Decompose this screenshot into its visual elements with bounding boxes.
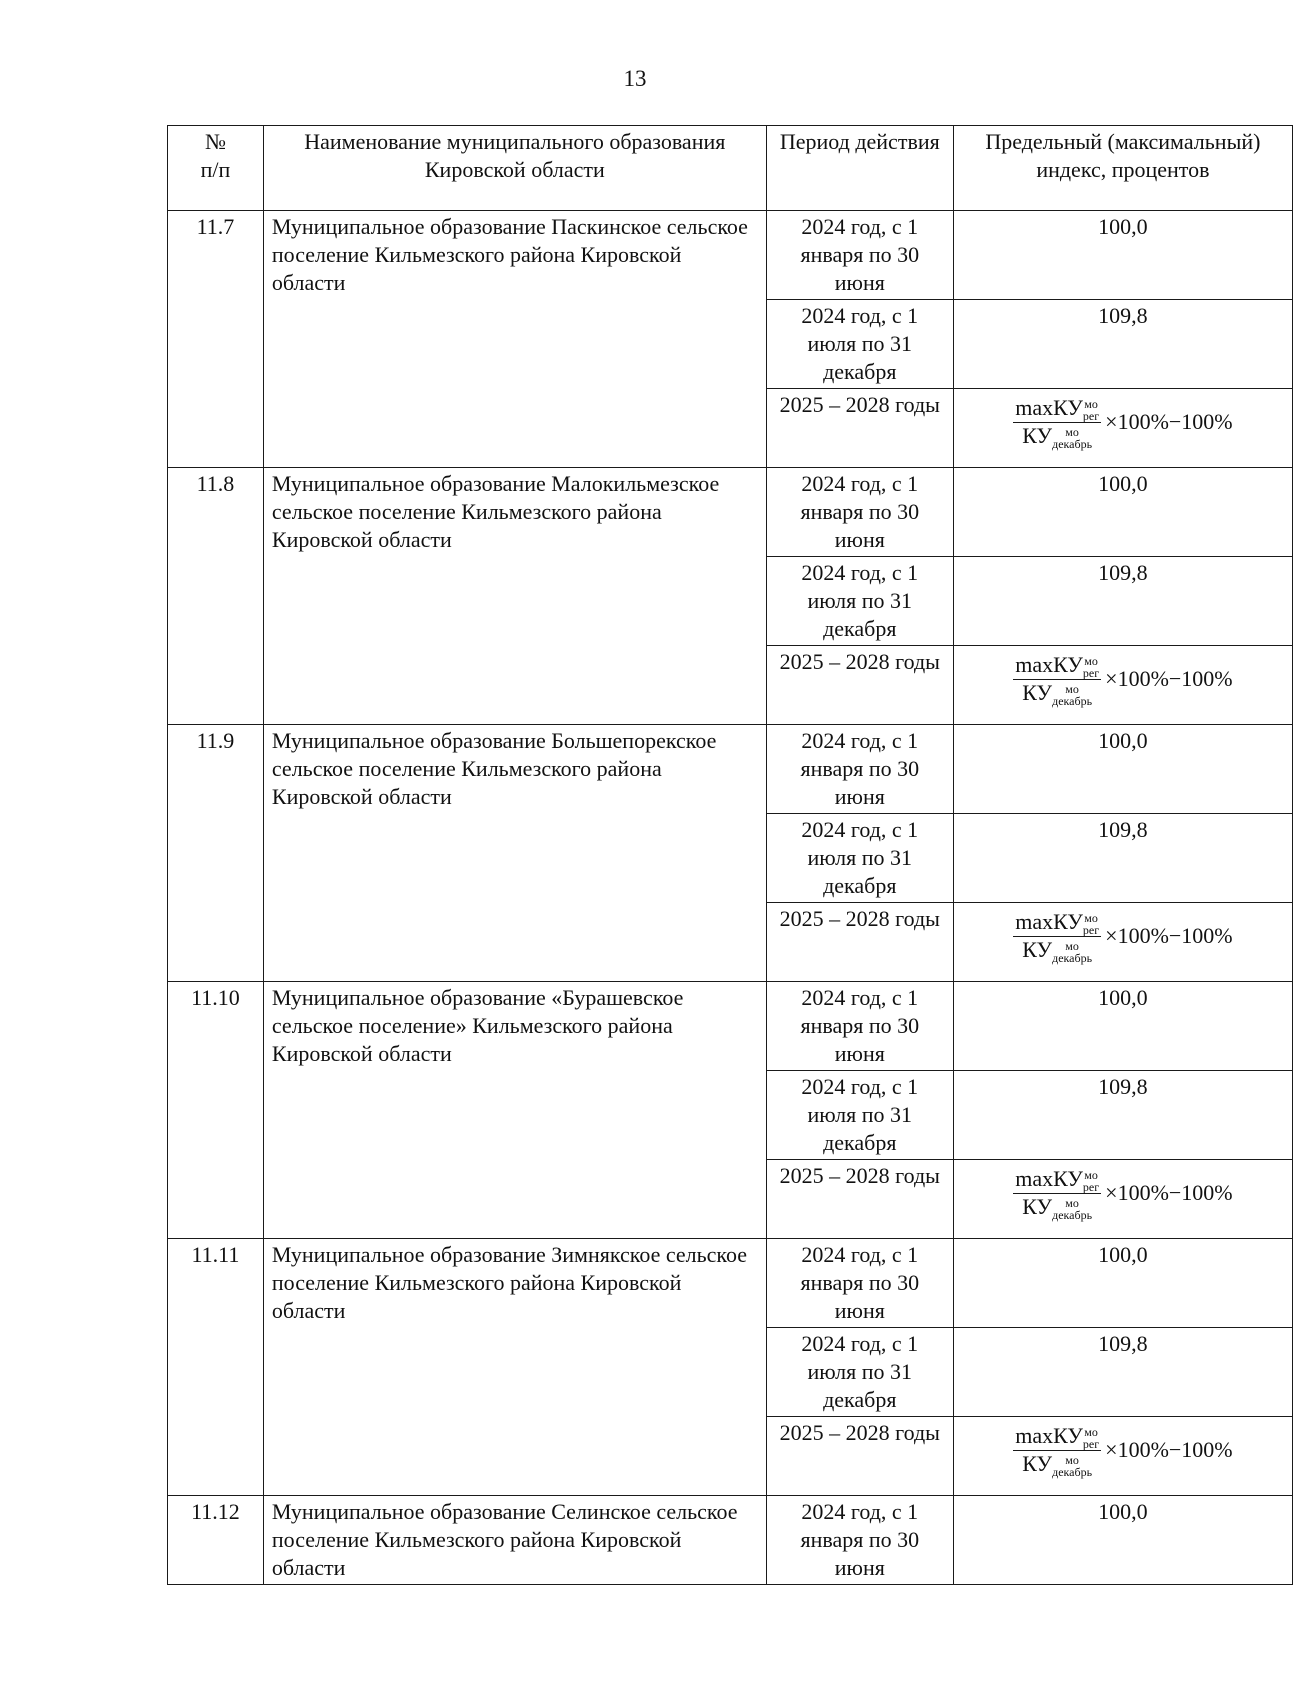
- index-value-cell: 100,0: [953, 725, 1292, 814]
- row-number: 11.7: [168, 211, 264, 468]
- period-cell: 2024 год, с 1 января по 30 июня: [766, 725, 953, 814]
- period-cell: 2025 – 2028 годы: [766, 903, 953, 982]
- index-table: [167, 125, 1293, 1585]
- table-body: [168, 211, 1293, 1585]
- row-number: 11.10: [168, 982, 264, 1239]
- index-value-cell: 100,0: [953, 982, 1292, 1071]
- formula-tail: ×100%−100%: [1105, 666, 1233, 692]
- table-row: [168, 725, 1293, 814]
- formula-numerator-sub: рег: [1082, 408, 1100, 423]
- period-cell: 2024 год, с 1 июля по 31 декабря: [766, 1328, 953, 1417]
- formula-numerator-sup: мо: [1084, 653, 1098, 668]
- period-cell: 2024 год, с 1 июля по 31 декабря: [766, 557, 953, 646]
- formula-numerator: [1013, 395, 1101, 423]
- formula-numerator-sup: мо: [1084, 396, 1098, 411]
- formula-numerator-sup: мо: [1084, 1167, 1098, 1182]
- header-index: Предельный (максимальный) индекс, процентов: [953, 126, 1292, 211]
- formula-tail: ×100%−100%: [1105, 409, 1233, 435]
- period-cell: 2024 год, с 1 января по 30 июня: [766, 1239, 953, 1328]
- formula-denominator-main: КУ: [1022, 936, 1053, 962]
- period-cell: 2024 год, с 1 января по 30 июня: [766, 982, 953, 1071]
- header-period: Период действия: [766, 126, 953, 211]
- index-value-cell: 109,8: [953, 1071, 1292, 1160]
- index-value-cell: 100,0: [953, 211, 1292, 300]
- table-row: [168, 468, 1293, 557]
- formula-denominator-main: КУ: [1022, 1193, 1053, 1219]
- row-number: 11.11: [168, 1239, 264, 1496]
- formula-denominator-sup: мо: [1065, 424, 1079, 439]
- formula-numerator-main: maxКУ: [1015, 652, 1083, 677]
- table-row: [168, 211, 1293, 300]
- formula-numerator-sub: рег: [1082, 1179, 1100, 1194]
- table-header-row: [168, 126, 1293, 211]
- municipality-name: Муниципальное образование Паскинское сельское поселение Кильмезского района Кировской области: [263, 211, 766, 468]
- formula-fraction: [1013, 1423, 1101, 1478]
- formula-numerator-sub: рег: [1082, 1436, 1100, 1451]
- formula-fraction: [1013, 652, 1101, 707]
- formula-tail: ×100%−100%: [1105, 1180, 1233, 1206]
- formula-tail: ×100%−100%: [1105, 1437, 1233, 1463]
- formula-numerator-main: maxКУ: [1015, 909, 1083, 934]
- table-row: [168, 1239, 1293, 1328]
- municipality-name: Муниципальное образование Малокильмезское сельское поселение Кильмезского района Кировской области: [263, 468, 766, 725]
- formula-numerator: [1013, 1166, 1101, 1194]
- index-value-cell: 109,8: [953, 814, 1292, 903]
- period-cell: 2025 – 2028 годы: [766, 389, 953, 468]
- formula-denominator-indices: [1052, 940, 1092, 964]
- formula-fraction: [1013, 1166, 1101, 1221]
- formula-fraction: [1013, 909, 1101, 964]
- formula-numerator: [1013, 909, 1101, 937]
- formula-denominator: [1020, 1451, 1094, 1478]
- period-cell: 2024 год, с 1 июля по 31 декабря: [766, 1071, 953, 1160]
- formula-numerator-indices: [1083, 912, 1099, 936]
- index-value-cell: [953, 389, 1292, 468]
- period-cell: 2025 – 2028 годы: [766, 646, 953, 725]
- formula-denominator: [1020, 937, 1094, 964]
- period-cell: 2024 год, с 1 июля по 31 декабря: [766, 814, 953, 903]
- formula-denominator-indices: [1052, 426, 1092, 450]
- formula-denominator-indices: [1052, 683, 1092, 707]
- index-formula: [1013, 1166, 1232, 1221]
- formula-numerator-indices: [1083, 398, 1099, 422]
- index-value-cell: 100,0: [953, 468, 1292, 557]
- municipality-name: Муниципальное образование Зимнякское сельское поселение Кильмезского района Кировской области: [263, 1239, 766, 1496]
- formula-denominator-main: КУ: [1022, 1450, 1053, 1476]
- period-cell: 2025 – 2028 годы: [766, 1160, 953, 1239]
- formula-numerator-sup: мо: [1084, 910, 1098, 925]
- row-number: 11.8: [168, 468, 264, 725]
- index-formula: [1013, 909, 1232, 964]
- formula-denominator: [1020, 1194, 1094, 1221]
- formula-numerator-indices: [1083, 655, 1099, 679]
- period-cell: 2024 год, с 1 января по 30 июня: [766, 1496, 953, 1585]
- formula-tail: ×100%−100%: [1105, 923, 1233, 949]
- formula-denominator: [1020, 680, 1094, 707]
- municipality-name: Муниципальное образование Большепорекское сельское поселение Кильмезского района Кировской области: [263, 725, 766, 982]
- index-value-cell: [953, 646, 1292, 725]
- index-value-cell: 109,8: [953, 557, 1292, 646]
- formula-numerator-main: maxКУ: [1015, 1423, 1083, 1448]
- header-name: Наименование муниципального образования Кировской области: [263, 126, 766, 211]
- formula-denominator-sub: декабрь: [1052, 950, 1093, 965]
- index-value-cell: [953, 1160, 1292, 1239]
- index-formula: [1013, 395, 1232, 450]
- formula-denominator-main: КУ: [1022, 679, 1053, 705]
- index-value-cell: 109,8: [953, 300, 1292, 389]
- formula-denominator-sub: декабрь: [1052, 1207, 1093, 1222]
- index-value-cell: [953, 903, 1292, 982]
- formula-numerator-sup: мо: [1084, 1424, 1098, 1439]
- formula-numerator-sub: рег: [1082, 922, 1100, 937]
- formula-denominator-indices: [1052, 1197, 1092, 1221]
- formula-denominator-sup: мо: [1065, 938, 1079, 953]
- index-value-cell: 100,0: [953, 1496, 1292, 1585]
- index-formula: [1013, 652, 1232, 707]
- index-value-cell: 109,8: [953, 1328, 1292, 1417]
- formula-denominator-sub: декабрь: [1052, 436, 1093, 451]
- index-formula: [1013, 1423, 1232, 1478]
- header-num: № п/п: [168, 126, 264, 211]
- formula-numerator: [1013, 1423, 1101, 1451]
- index-value-cell: 100,0: [953, 1239, 1292, 1328]
- page-number: 13: [623, 66, 647, 91]
- period-cell: 2024 год, с 1 января по 30 июня: [766, 468, 953, 557]
- formula-fraction: [1013, 395, 1101, 450]
- formula-numerator-indices: [1083, 1426, 1099, 1450]
- formula-denominator-sup: мо: [1065, 1195, 1079, 1210]
- period-cell: 2024 год, с 1 июля по 31 декабря: [766, 300, 953, 389]
- formula-denominator-sub: декабрь: [1052, 1464, 1093, 1479]
- formula-denominator-indices: [1052, 1454, 1092, 1478]
- table-row: [168, 982, 1293, 1071]
- index-value-cell: [953, 1417, 1292, 1496]
- period-cell: 2024 год, с 1 января по 30 июня: [766, 211, 953, 300]
- formula-numerator-main: maxКУ: [1015, 395, 1083, 420]
- formula-numerator-sub: рег: [1082, 665, 1100, 680]
- formula-denominator: [1020, 423, 1094, 450]
- formula-numerator-main: maxКУ: [1015, 1166, 1083, 1191]
- formula-denominator-sup: мо: [1065, 681, 1079, 696]
- municipality-name: Муниципальное образование Селинское сельское поселение Кильмезского района Кировской области: [263, 1496, 766, 1585]
- formula-denominator-main: КУ: [1022, 422, 1053, 448]
- municipality-name: Муниципальное образование «Бурашевское сельское поселение» Кильмезского района Кировской области: [263, 982, 766, 1239]
- formula-numerator-indices: [1083, 1169, 1099, 1193]
- formula-denominator-sub: декабрь: [1052, 693, 1093, 708]
- formula-denominator-sup: мо: [1065, 1452, 1079, 1467]
- table-row: [168, 1496, 1293, 1585]
- period-cell: 2025 – 2028 годы: [766, 1417, 953, 1496]
- row-number: 11.12: [168, 1496, 264, 1585]
- formula-numerator: [1013, 652, 1101, 680]
- row-number: 11.9: [168, 725, 264, 982]
